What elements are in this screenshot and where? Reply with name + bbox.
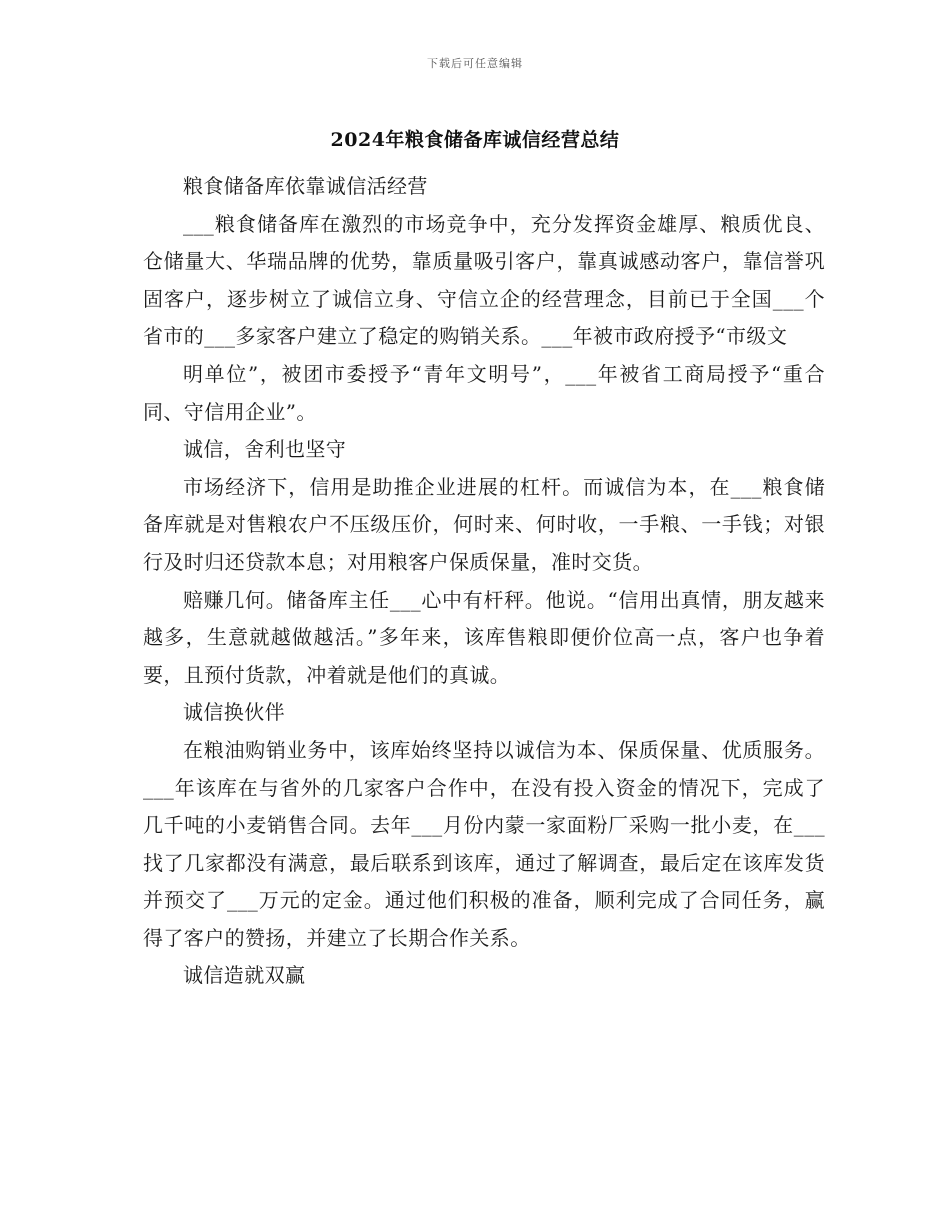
paragraph-heading-3: 诚信换伙伴 bbox=[183, 700, 285, 725]
paragraph: ___粮食储备库在激烈的市场竞争中，充分发挥资金雄厚、粮质优良、仓储量大、华瑞品牌的优势，靠质量吸引客户，靠真诚感动客户，靠信誉巩固客户，逐步树立了诚信立身、守信立企的经营理念，目前已于全国___个省市的___多家客户建立了稳定的购销关系。___年被市政府授予“市级文 bbox=[143, 211, 825, 349]
paragraph-heading-2: 诚信，舍利也坚守 bbox=[183, 437, 347, 462]
paragraph: 赔赚几何。储备库主任___心中有杆秤。他说。“信用出真情，朋友越来越多，生意就越做越活。”多年来，该库售粮即便价位高一点，客户也争着要，且预付货款，冲着就是他们的真诚。 bbox=[143, 587, 825, 687]
document-body bbox=[143, 168, 825, 995]
paragraph-heading-1: 粮食储备库依靠诚信活经营 bbox=[183, 174, 428, 198]
paragraph-heading-4: 诚信造就双赢 bbox=[183, 963, 306, 988]
paragraph: 在粮油购销业务中，该库始终坚持以诚信为本、保质保量、优质服务。___年该库在与省外的几家客户合作中，在没有投入资金的情况下，完成了几千吨的小麦销售合同。去年___月份内蒙一家面粉厂采购一批小麦，在___找了几家都没有满意，最后联系到该库，通过了解调查，最后定在该库发货并预交了___万元的定金。通过他们积极的准备，顺利完成了合同任务，赢得了客户的赞扬，并建立了长期合作关系。 bbox=[143, 737, 825, 950]
document-title: 2024年粮食储备库诚信经营总结 bbox=[330, 129, 620, 151]
paragraph: 明单位”，被团市委授予“青年文明号”，___年被省工商局授予“重合同、守信用企业”。 bbox=[143, 361, 825, 424]
paragraph: 市场经济下，信用是助推企业进展的杠杆。而诚信为本，在___粮食储备库就是对售粮农户不压级压价，何时来、何时收，一手粮、一手钱；对银行及时归还贷款本息；对用粮客户保质保量，准时交货。 bbox=[143, 474, 825, 574]
header-note: 下载后可任意编辑 bbox=[427, 57, 523, 70]
